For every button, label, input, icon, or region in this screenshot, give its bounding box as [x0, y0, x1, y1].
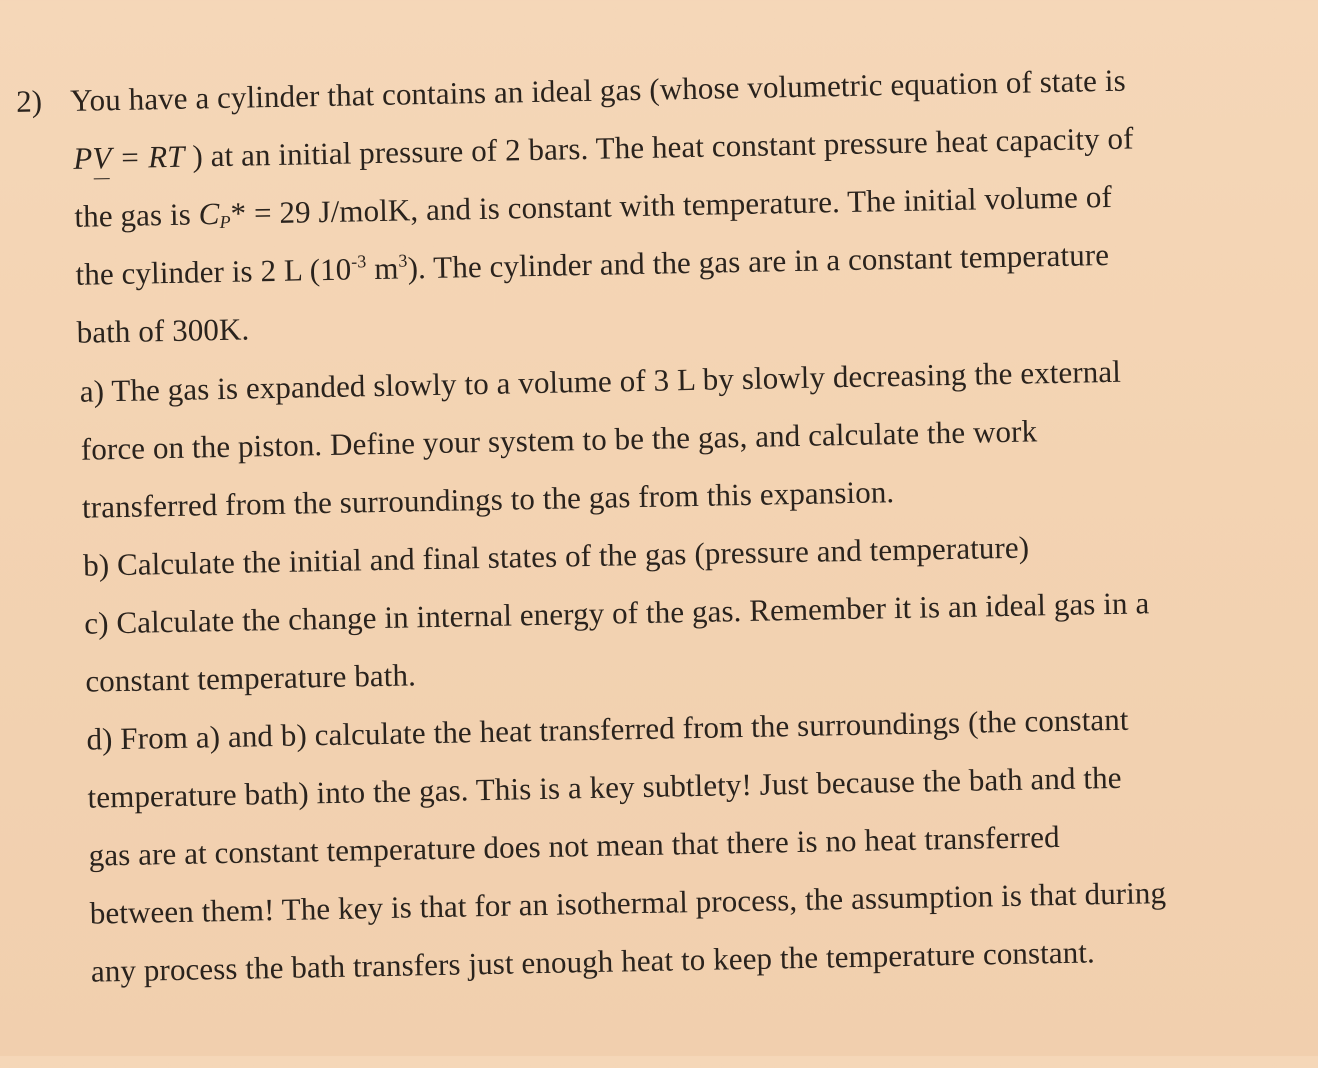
part-b-line-1: b) Calculate the initial and final states of the gas (pressure and temperature) — [82, 529, 1030, 583]
part-c-line-2: constant temperature bath. — [85, 657, 417, 699]
part-a-line-3: transferred from the surroundings to the gas from this expansion. — [81, 474, 895, 525]
equation-rt: = RT — [111, 138, 185, 176]
problem-line-4: the cylinder is 2 L ($10^{-3}$ $m^3$). The cylinder and the gas are in a constant temperature — [75, 236, 1110, 292]
part-d-line-5: any process the bath transfers just enough heat to keep the temperature constant. — [90, 934, 1096, 989]
part-a-line-1: a) The gas is expanded slowly to a volume of 3 L by slowly decreasing the external — [79, 353, 1122, 409]
problem-line-1: You have a cylinder that contains an ideal gas (whose volumetric equation of state is — [69, 62, 1127, 118]
problem-number: 2) — [15, 83, 43, 119]
exponent-3: 3 — [398, 250, 408, 271]
part-d-line-2: temperature bath) into the gas. This is a key subtlety! Just because the bath and the — [87, 759, 1122, 815]
heat-capacity-symbol: C — [198, 196, 220, 232]
problem-line-2: PV = RT ) at an initial pressure of 2 bars. The heat constant pressure heat capacity of — [73, 120, 1134, 176]
heat-capacity-subscript: P — [219, 211, 231, 233]
part-d-line-4: between them! The key is that for an isothermal process, the assumption is that during — [89, 874, 1167, 931]
problem-line-5: bath of 300K. — [76, 311, 250, 350]
part-d-line-1: d) From a) and b) calculate the heat transferred from the surroundings (the constant — [86, 701, 1129, 757]
exponent-neg3: -3 — [350, 251, 367, 272]
part-c-line-1: c) Calculate the change in internal energy of the gas. Remember it is an ideal gas in a — [83, 585, 1150, 641]
equation-v-molar: V — [92, 140, 112, 176]
part-a-line-2: force on the piston. Define your system to be the gas, and calculate the work — [80, 413, 1038, 467]
part-d-line-3: gas are at constant temperature does not mean that there is no heat transferred — [88, 819, 1060, 873]
equation-p: P — [73, 140, 93, 176]
problem-line-3: the gas is $C_P* = 29$ J/molK, and is constant with temperature. The initial volume of — [74, 178, 1113, 234]
